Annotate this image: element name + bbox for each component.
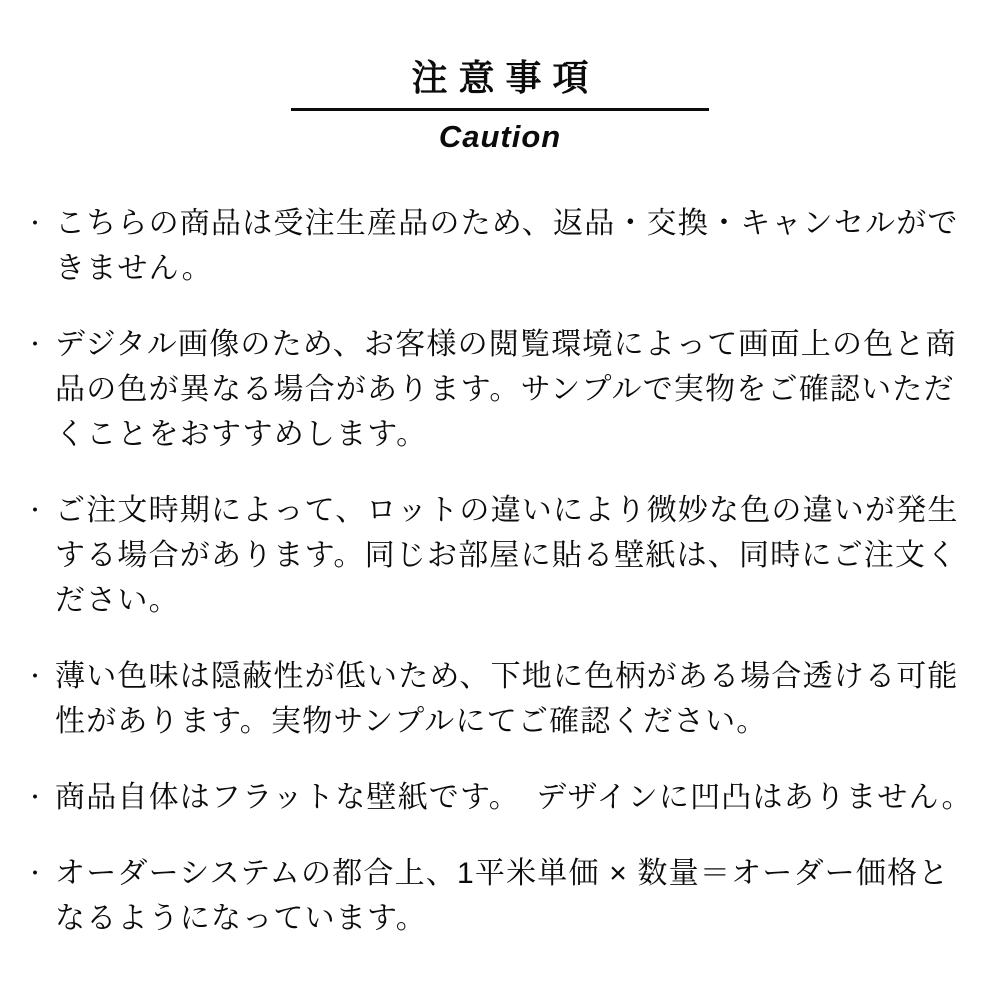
bullet-icon: ・: [24, 332, 47, 358]
page-title: 注意事項: [411, 57, 600, 98]
list-item: [22, 654, 978, 744]
caution-text: 商品自体はフラットな壁紙です。 デザインに凹凸はありません。: [55, 781, 973, 815]
bullet-icon: ・: [24, 785, 47, 811]
page-subtitle: Caution: [438, 119, 562, 155]
list-item: [22, 851, 978, 941]
list-item: [22, 775, 978, 820]
bullet-icon: ・: [24, 664, 47, 690]
bullet-icon: ・: [24, 498, 47, 524]
caution-text: デジタル画像のため、お客様の閲覧環境によって画面上の色と商品の色が異なる場合があります。サンプルで実物をご確認いただくことをおすすめします。: [55, 328, 957, 452]
title-divider: [291, 108, 709, 111]
bullet-icon: ・: [24, 861, 47, 887]
list-item: [22, 201, 978, 291]
caution-header: [22, 56, 978, 155]
caution-list: [22, 201, 978, 941]
caution-text: こちらの商品は受注生産品のため、返品・交換・キャンセルができません。: [55, 207, 959, 286]
caution-text: 薄い色味は隠蔽性が低いため、下地に色柄がある場合透ける可能性があります。実物サンプルにてご確認ください。: [55, 660, 959, 739]
bullet-icon: ・: [24, 211, 47, 237]
list-item: [22, 488, 978, 623]
caution-text: オーダーシステムの都合上、1平米単価 × 数量＝オーダー価格となるようになっています。: [55, 857, 950, 936]
list-item: [22, 322, 978, 457]
caution-text: ご注文時期によって、ロットの違いにより微妙な色の違いが発生する場合があります。同じお部屋に貼る壁紙は、同時にご注文ください。: [55, 494, 959, 618]
